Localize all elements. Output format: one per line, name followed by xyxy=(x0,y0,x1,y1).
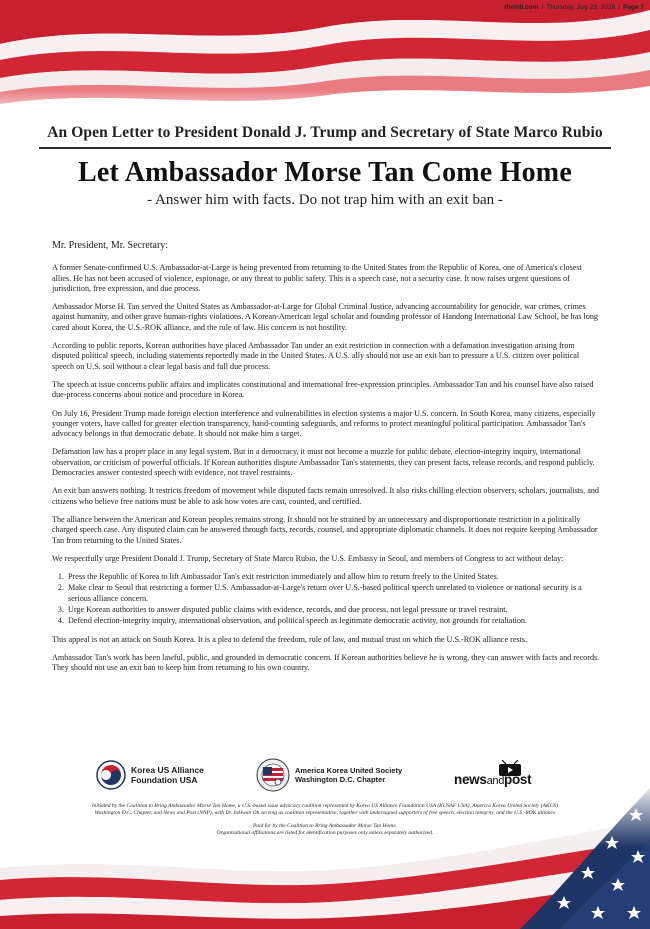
flag-banner-top xyxy=(0,0,650,120)
paragraph: Ambassador Morse H. Tan served the United States as Ambassador-at-Large for Global Criminal Justice, advancing accountability for genocide, war crimes, crimes against humanity, and other grave human-rights violations. A Korean-American legal scholar and founding professor of Handong International Law School, he has long cared about Korea, the U.S.-ROK alliance, and the rule of law. His concern is not hostility. xyxy=(52,302,598,332)
paragraph: An exit ban answers nothing. It restricts freedom of movement while disputed facts remain unresolved. It also risks chilling election observers, scholars, journalists, and citizens who believe free nations must be able to ask how votes are cast, counted, and certified. xyxy=(52,486,599,506)
paragraph: On July 16, President Trump made foreign election interference and vulnerabilities in election systems a major U.S. concern. In South Korea, many citizens, especially younger voters, have called for greater election transparency, hand-counting safeguards, and reforms to protect meaningful political participation. Ambassador Tan's advocacy belongs in that democratic debate. It should not make him a target. xyxy=(52,408,596,439)
salutation: Mr. President, Mr. Secretary: xyxy=(52,240,169,251)
closing-paragraph: Ambassador Tan's work has been lawful, public, and grounded in democratic concern. If Korean authorities believe he is wrong, they can answer with facts and records. They should not use an exit ban to keep him from returning to his own country. xyxy=(52,652,600,673)
request-item: 2. Make clear to Seoul that restricting a former U.S. Ambassador-at-Large's return over U.S.-based political speech unrelated to violence or national security is a serious alliance concern. xyxy=(66,583,600,604)
affiliations-text: Organizational affiliations are listed for identification purposes only unless separately authorized. xyxy=(216,830,434,837)
initiated-by-text: Initiated by the Coalition to Bring Ambassador Morse Tan Home, a U.S.-based issue advocacy coalition represented by Korea US Alliance Foundation USA (KUSAF USA), America Korea United Society (AKUS) Washington D.C. Chapter, and News and Post (NNP), with Dr. InHwan Oh serving as coalition representative, together with undersigned supporters of free speech, election integrity, and the U.S.-ROK alliance xyxy=(91,803,559,817)
headline-area xyxy=(0,124,650,209)
paragraph: We respectfully urge President Donald J. Trump, Secretary of State Marco Rubio, the U.S. Embassy in Seoul, and members of Congress to act without delay: xyxy=(52,553,564,563)
masthead-page: Page 7 xyxy=(623,4,644,11)
nnp-word-news: news xyxy=(454,772,487,787)
letter-line: An Open Letter to President Donald J. Trump and Secretary of State Marco Rubio xyxy=(47,124,603,141)
request-list xyxy=(66,572,600,626)
footer-credits xyxy=(90,803,560,838)
news-and-post-logo xyxy=(452,760,552,792)
masthead: thehill.com / Thursday, July 23, 2026 / Page 7 xyxy=(504,4,644,11)
akus-name-line2: Washington D.C. Chapter xyxy=(295,775,386,784)
paragraph: The alliance between the American and Korean peoples remains strong. It should not be strained by an unnecessary and disproportionate restriction in a politically charged speech case. Any disputed claim can be answered through facts, records, counsel, and appropriate diplomatic channels. It does not require keeping Ambassador Tan from returning to the United States. xyxy=(52,514,598,545)
kusaf-logo xyxy=(96,760,204,790)
nnp-word-and: and xyxy=(486,775,505,787)
paragraph: The speech at issue concerns public affairs and implicates constitutional and international free-expression principles. Ambassador Tan and his counsel have also raised due-process concerns about notice and procedure in Korea. xyxy=(52,379,594,400)
kusaf-name-line1: Korea US Alliance xyxy=(131,764,204,775)
paid-for-text: Paid for by the Coalition to Bring Ambassador Morse Tan Home. xyxy=(252,822,398,829)
sponsor-logos xyxy=(0,758,650,798)
request-item: 3. Urge Korean authorities to answer disputed public claims with evidence, records, and due process, not legal pressure or travel restraint. xyxy=(66,605,600,615)
request-item: 4. Defend election-integrity inquiry, international observation, and political speech as legitimate democratic activity, not grounds for retaliation. xyxy=(66,616,600,626)
kusaf-emblem-icon xyxy=(96,760,126,790)
paragraph: A former Senate-confirmed U.S. Ambassador-at-Large is being prevented from returning to the United States from the Republic of Korea, one of America's closest allies. He has not been accused of violence, espionage, or any threat to public safety. This is a speech case, not a security case. It now raises urgent questions of jurisdiction, free expression, and due process. xyxy=(52,263,582,293)
request-item: 1. Press the Republic of Korea to lift Ambassador Tan's exit restriction immediately and allow him to return freely to the United States. xyxy=(66,572,600,582)
letter-body xyxy=(52,241,600,682)
masthead-date: Thursday, July 23, 2026 xyxy=(546,4,616,11)
paragraph: Defamation law has a proper place in any legal system. But in a democracy, it must not become a muzzle for public debate, election-integrity inquiry, international observation, or criticism of powerful officials. If Korean authorities dispute Ambassador Tan's statements, they can present facts, release records, and respond publicly. Democracies answer contested speech with evidence, not travel restraints. xyxy=(52,447,595,478)
kusaf-name-line2: Foundation USA xyxy=(131,775,198,785)
masthead-site: thehill.com xyxy=(504,4,539,11)
page-subtitle: - Answer him with facts. Do not trap him with an exit ban - xyxy=(147,191,503,208)
page-title: Let Ambassador Morse Tan Come Home xyxy=(78,156,572,188)
paragraph: According to public reports, Korean authorities have placed Ambassador Tan under an exit restriction in connection with a defamation investigation arising from disputed political speech, including statements reportedly made in the United States. A U.S. ally should not use an exit ban to pressure a U.S. citizen over political speech on U.S. soil without a clear legal basis and full due process. xyxy=(52,341,580,371)
headline-rule xyxy=(39,147,611,149)
akus-name-line1: America Korea United Society xyxy=(295,765,403,775)
nnp-word-post: post xyxy=(504,772,532,787)
akus-logo xyxy=(256,758,402,792)
akus-seal-icon xyxy=(256,758,290,792)
closing-paragraph: This appeal is not an attack on South Korea. It is a plea to defend the freedom, rule of law, and mutual trust on which the U.S.-ROK alliance rests. xyxy=(52,634,528,644)
